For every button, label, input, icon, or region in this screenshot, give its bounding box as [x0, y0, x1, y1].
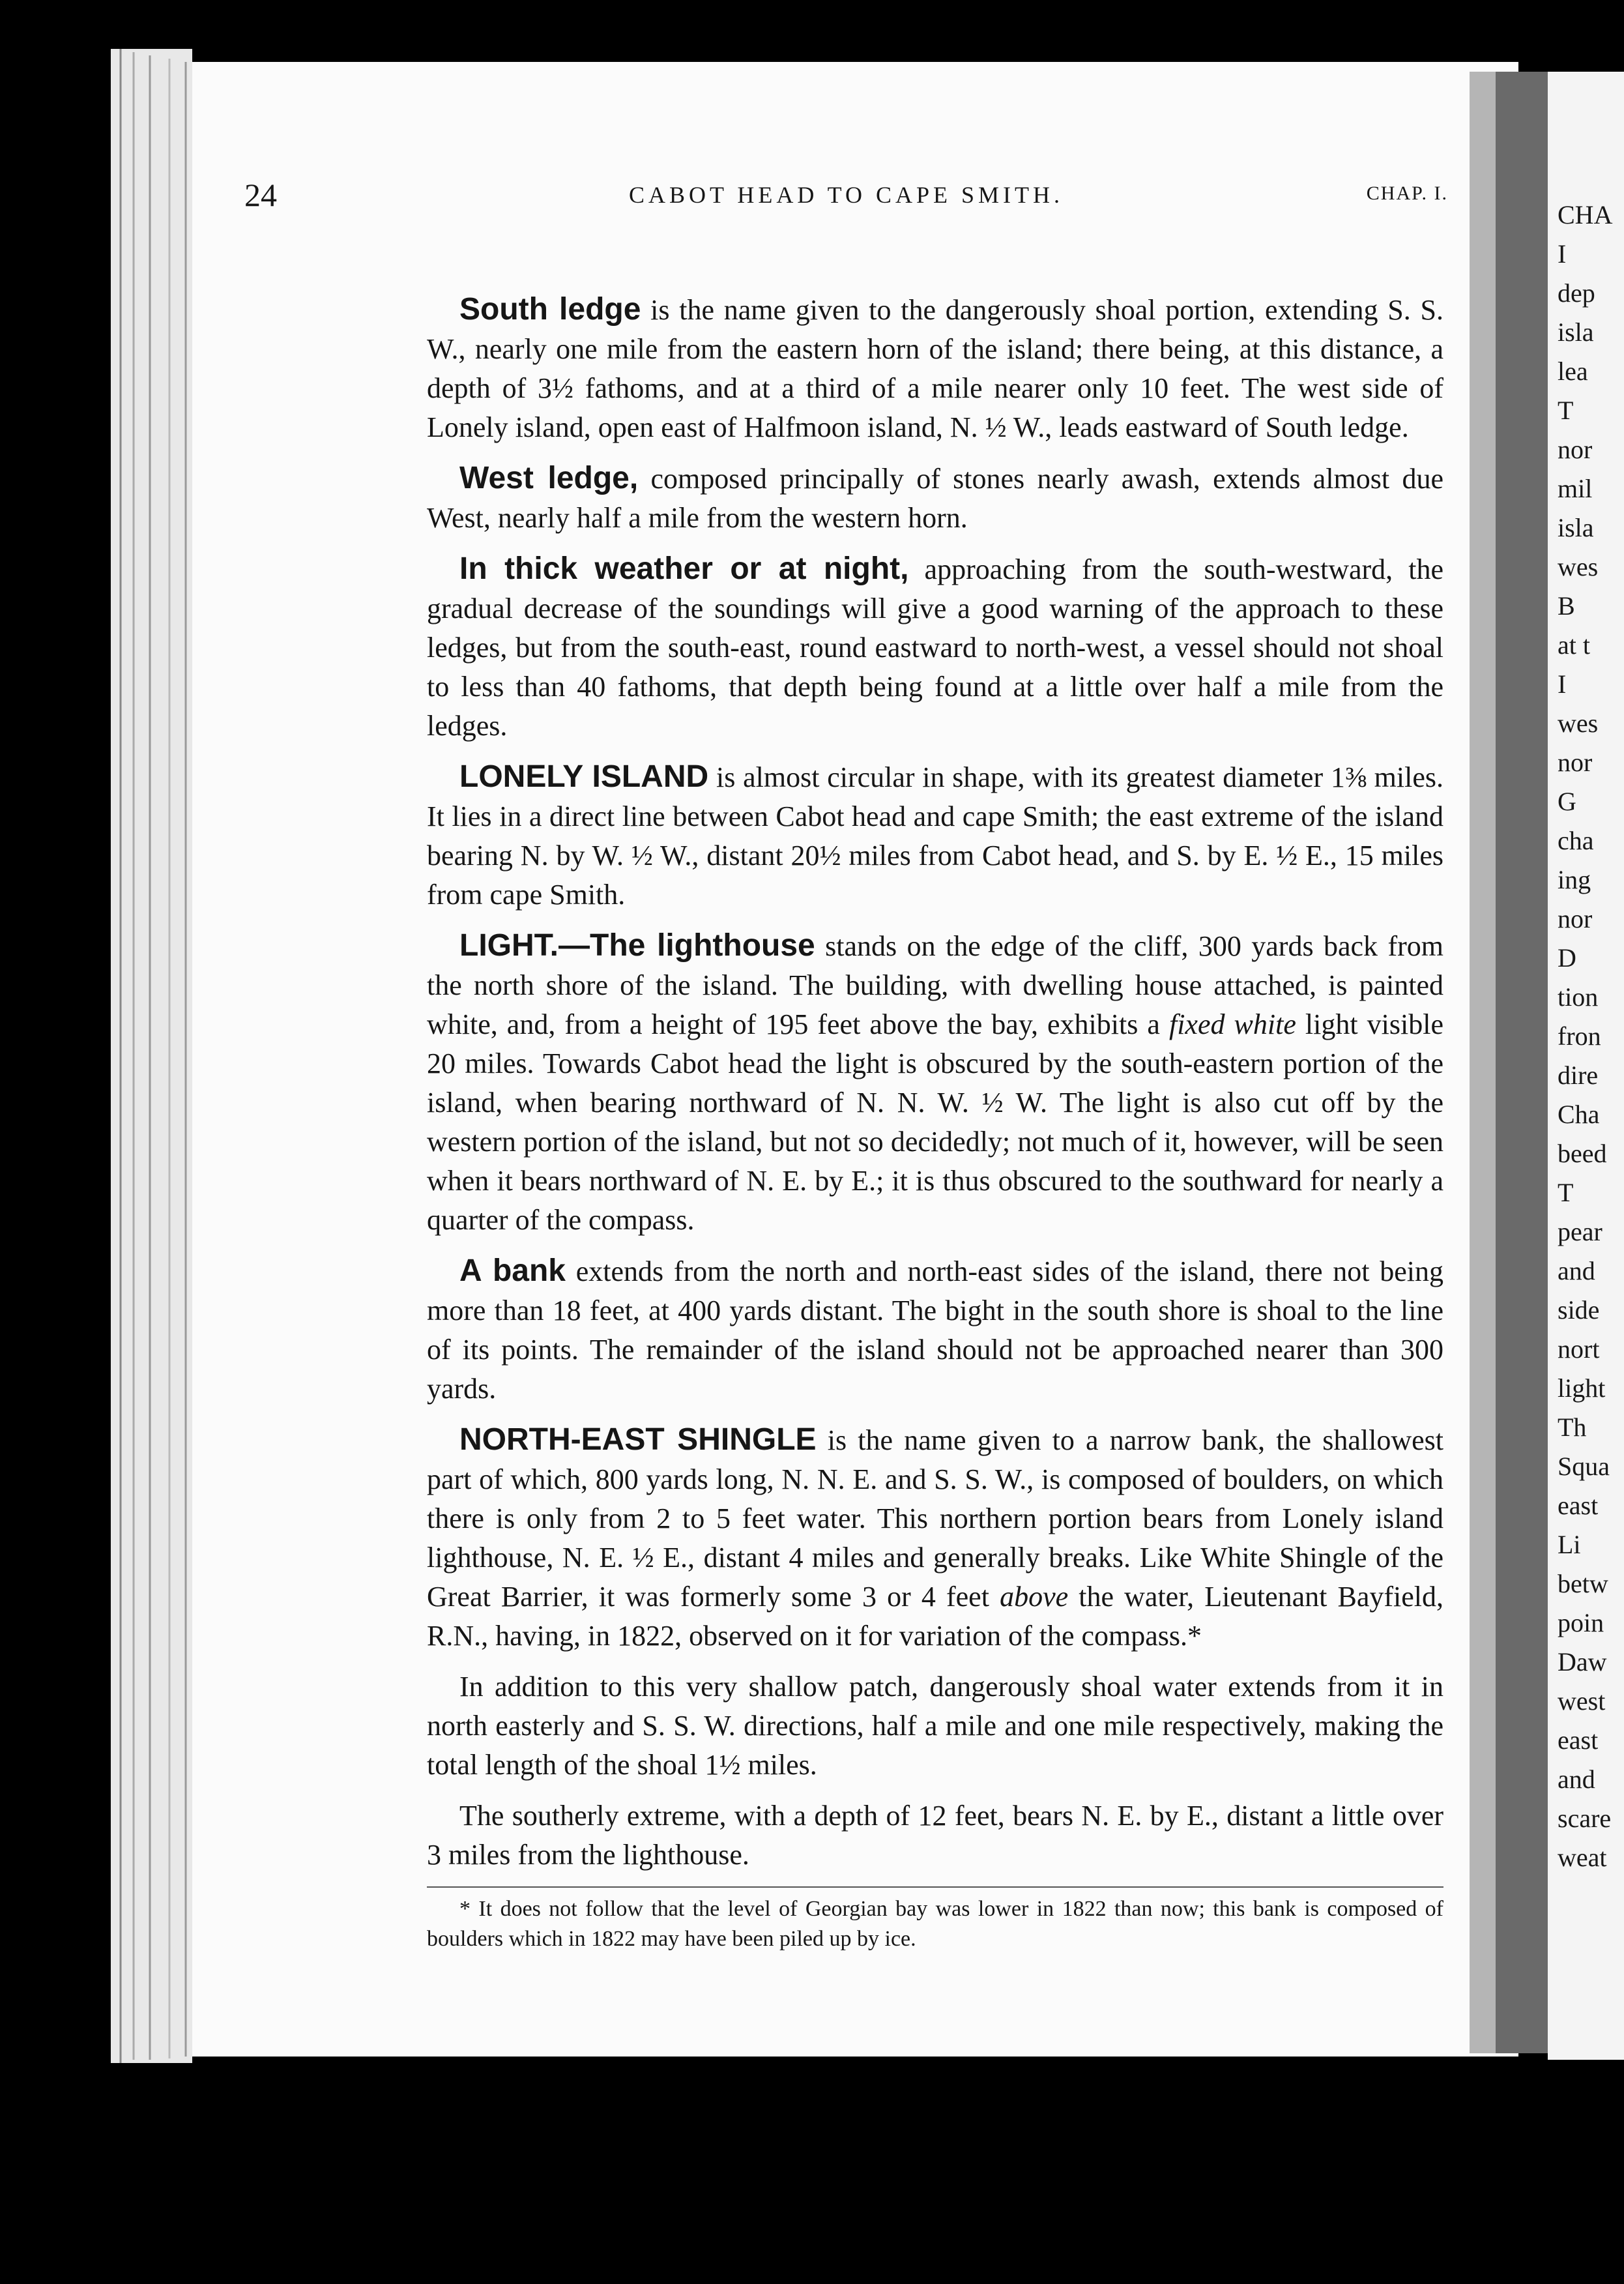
paragraph-lonely-island	[427, 757, 1443, 915]
paragraph-a-bank	[427, 1252, 1443, 1409]
paragraph-heading: A bank	[459, 1253, 566, 1288]
facing-page-fragment: mil	[1558, 474, 1593, 503]
paragraph-text: the water, Lieutenant Bayfield, R.N., having, in 1822, observed on it for variation of the compass.*	[427, 1581, 1443, 1652]
page-number: 24	[244, 177, 277, 213]
body-text	[427, 290, 1443, 1954]
facing-page-fragment: wes	[1558, 709, 1599, 738]
facing-page-fragment: isla	[1558, 513, 1594, 542]
facing-page-fragment: isla	[1558, 317, 1594, 347]
facing-page-fragment: pear	[1558, 1217, 1602, 1246]
facing-page-fragment: Squa	[1558, 1452, 1610, 1481]
facing-page-fragment: at t	[1558, 630, 1590, 660]
facing-page-fragment: weat	[1558, 1843, 1607, 1872]
facing-page-fragment: I	[1558, 669, 1567, 699]
facing-page-fragment: wes	[1558, 552, 1599, 581]
facing-page-fragment: scare	[1558, 1804, 1612, 1833]
paragraph-text: stands on the edge of the cliff, 300 yards back from the north shore of the island. The building, with dwelling house attached, is painted white, and, from a height of 195 feet above the bay, exhibits a	[427, 930, 1444, 1040]
facing-page-fragment: nort	[1558, 1334, 1600, 1364]
facing-page-fragment: nor	[1558, 904, 1593, 933]
running-title: CABOT HEAD TO CAPE SMITH.	[628, 182, 1064, 208]
facing-page-fragment: nor	[1558, 748, 1593, 777]
italic-text: above	[1000, 1581, 1069, 1613]
facing-page-fragment: Cha	[1558, 1100, 1600, 1129]
facing-page-fragment: Li	[1558, 1530, 1581, 1559]
facing-page-fragment: and	[1558, 1256, 1595, 1285]
running-header	[244, 176, 1448, 215]
facing-page-fragment: dep	[1558, 278, 1595, 308]
facing-page-fragment: nor	[1558, 435, 1593, 464]
facing-page-fragment: fron	[1558, 1021, 1601, 1051]
facing-page-fragment: east	[1558, 1491, 1599, 1520]
facing-page-fragment: D	[1558, 943, 1576, 973]
paragraph-south-ledge	[427, 290, 1443, 447]
facing-page-fragment: side	[1558, 1295, 1600, 1325]
paragraph-heading: West ledge,	[459, 461, 639, 495]
facing-page-fragment: G	[1558, 787, 1576, 816]
facing-page-fragment: T	[1558, 396, 1574, 425]
facing-page-fragment: cha	[1558, 826, 1594, 855]
binding-shadow	[1489, 72, 1548, 2053]
facing-page-fragment: and	[1558, 1764, 1595, 1794]
facing-page-fragment: Th	[1558, 1413, 1587, 1442]
paragraph-text: extends from the north and north-east sides of the island, there not being more than 18 feet, at 400 yards distant. The bight in the south shore is shoal to the line of its points. The remainder of the island should not be approached nearer than 300 yards.	[427, 1255, 1444, 1405]
paragraph-light	[427, 926, 1443, 1240]
paragraph-west-ledge	[427, 459, 1443, 538]
paragraph-southerly-extreme: The southerly extreme, with a depth of 12 feet, bears N. E. by E., distant a little over 3 miles from the lighthouse.	[427, 1800, 1443, 1871]
facing-page-fragment: T	[1558, 1178, 1574, 1207]
footnote-rule	[427, 1886, 1443, 1888]
facing-page-fragment: I	[1558, 239, 1567, 269]
paragraph-text: composed principally of stones nearly awash, extends almost due West, nearly half a mile from the western horn.	[427, 463, 1443, 534]
facing-page-fragment: east	[1558, 1725, 1599, 1755]
paragraph-heading: In thick weather or at night,	[459, 551, 909, 586]
paragraph-heading: NORTH-EAST SHINGLE	[459, 1422, 817, 1457]
facing-page-fragment: Daw	[1558, 1647, 1607, 1676]
facing-page-fragment: ing	[1558, 865, 1591, 894]
paragraph-heading: South ledge	[459, 292, 641, 327]
paragraph-north-east-shingle	[427, 1420, 1443, 1656]
facing-page-text	[1558, 196, 1623, 1877]
page-edge-stack	[111, 49, 192, 2063]
paragraph-text: is almost circular in shape, with its greatest diameter 1⅜ miles. It lies in a direct line between Cabot head and cape Smith; the east extreme of the island bearing N. by W. ½ W., distant 20½ miles from Cabot head, and S. by E. ½ E., 15 miles from cape Smith.	[427, 761, 1443, 911]
paragraph-text: approaching from the south-westward, the gradual decrease of the soundings will give a good warning of the approach to these ledges, but from the south-east, round eastward to north-west, a vessel should not shoal to less than 40 fathoms, that depth being found at a little over half a mile from the ledges.	[427, 553, 1443, 742]
facing-page-fragment: west	[1558, 1686, 1606, 1716]
paragraph-shallow-patch: In addition to this very shallow patch, dangerously shoal water extends from it in north easterly and S. S. W. directions, half a mile and one mile respectively, making the total length of the shoal 1½ miles.	[427, 1671, 1443, 1781]
facing-page-fragment: poin	[1558, 1608, 1604, 1637]
facing-page-fragment: dire	[1558, 1061, 1599, 1090]
facing-page-fragment: betw	[1558, 1569, 1608, 1598]
paragraph-heading: LONELY ISLAND	[459, 759, 709, 794]
paragraph-text: is the name given to a narrow bank, the shallowest part of which, 800 yards long, N. N. E. and S. S. W., is composed of boulders, on which there is only from 2 to 5 feet water. This northern portion bears from Lonely island lighthouse, N. E. ½ E., distant 4 miles and generally breaks. Like White Shingle of the Great Barrier, it was formerly some 3 or 4 feet	[427, 1424, 1443, 1613]
facing-page-fragment: tion	[1558, 982, 1599, 1012]
facing-page-fragment: light	[1558, 1373, 1606, 1403]
facing-page-fragment: CHA	[1558, 200, 1613, 229]
italic-text: fixed white	[1168, 1008, 1296, 1040]
paragraph-thick-weather	[427, 549, 1443, 746]
facing-page-fragment: B	[1558, 591, 1575, 621]
chapter-label: CHAP. I.	[1366, 183, 1448, 204]
paragraph-text: light visible 20 miles. Towards Cabot head the light is obscured by the south-eastern portion of the island, when bearing northward of N. N. W. ½ W. The light is also cut off by the western portion of the island, but not so decidedly; not much of it, however, will be seen when it bears northward of N. E. by E.; it is thus obscured to the southward for nearly a quarter of the compass.	[427, 1008, 1443, 1236]
footnote: * It does not follow that the level of Georgian bay was lower in 1822 than now; this bank is composed of boulders which in 1822 may have been piled up by ice.	[427, 1897, 1443, 1951]
paragraph-heading: LIGHT.—The lighthouse	[459, 928, 815, 963]
facing-page-fragment: beed	[1558, 1139, 1607, 1168]
paragraph-text: is the name given to the dangerously shoal portion, extending S. S. W., nearly one mile from the eastern horn of the island; there being, at this distance, a depth of 3½ fathoms, and at a third of a mile nearer only 10 feet. The west side of Lonely island, open east of Halfmoon island, N. ½ W., leads eastward of South ledge.	[427, 294, 1443, 443]
facing-page-fragment: lea	[1558, 357, 1588, 386]
